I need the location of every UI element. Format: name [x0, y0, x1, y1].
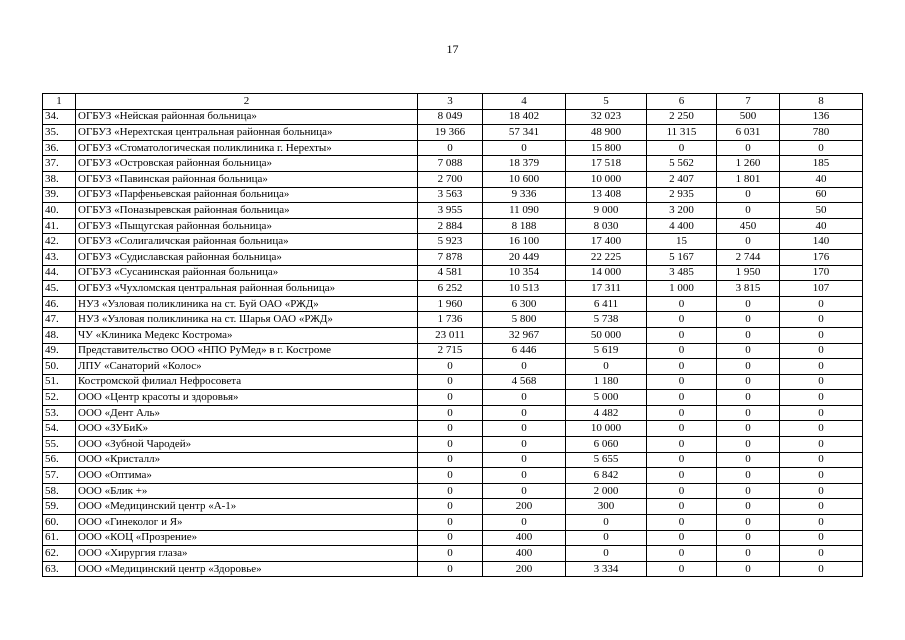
row-number-cell: 59.	[43, 499, 76, 515]
value-col-7-cell: 0	[717, 561, 780, 577]
value-col-5-cell: 32 023	[566, 109, 647, 125]
value-col-5-cell: 5 619	[566, 343, 647, 359]
organization-name-cell: ОГБУЗ «Поназыревская районная больница»	[76, 203, 418, 219]
column-header-3: 3	[418, 94, 483, 110]
column-header-2: 2	[76, 94, 418, 110]
value-col-5-cell: 17 518	[566, 156, 647, 172]
value-col-6-cell: 0	[647, 546, 717, 562]
value-col-5-cell: 3 334	[566, 561, 647, 577]
value-col-4-cell: 10 354	[483, 265, 566, 281]
value-col-3-cell: 0	[418, 374, 483, 390]
organization-name-cell: ООО «Медицинский центр «А-1»	[76, 499, 418, 515]
value-col-6-cell: 15	[647, 234, 717, 250]
value-col-8-cell: 0	[780, 483, 863, 499]
value-col-8-cell: 185	[780, 156, 863, 172]
organization-name-cell: ООО «Хирургия глаза»	[76, 546, 418, 562]
value-col-7-cell: 0	[717, 530, 780, 546]
value-col-5-cell: 6 842	[566, 468, 647, 484]
value-col-6-cell: 3 485	[647, 265, 717, 281]
table-row	[43, 390, 863, 406]
value-col-7-cell: 0	[717, 343, 780, 359]
value-col-8-cell: 0	[780, 327, 863, 343]
value-col-6-cell: 0	[647, 390, 717, 406]
value-col-5-cell: 5 655	[566, 452, 647, 468]
value-col-7-cell: 1 950	[717, 265, 780, 281]
value-col-7-cell: 0	[717, 140, 780, 156]
value-col-6-cell: 0	[647, 374, 717, 390]
value-col-4-cell: 57 341	[483, 125, 566, 141]
table-row	[43, 483, 863, 499]
row-number-cell: 63.	[43, 561, 76, 577]
value-col-7-cell: 0	[717, 296, 780, 312]
organization-name-cell: ОГБУЗ «Нерехтская центральная районная больница»	[76, 125, 418, 141]
table-row	[43, 437, 863, 453]
row-number-cell: 54.	[43, 421, 76, 437]
value-col-7-cell: 1 801	[717, 171, 780, 187]
value-col-8-cell: 0	[780, 530, 863, 546]
value-col-6-cell: 2 250	[647, 109, 717, 125]
column-header-row	[43, 94, 863, 110]
table-row	[43, 203, 863, 219]
value-col-7-cell: 0	[717, 374, 780, 390]
value-col-7-cell: 0	[717, 452, 780, 468]
value-col-4-cell: 6 300	[483, 296, 566, 312]
table-row	[43, 109, 863, 125]
row-number-cell: 44.	[43, 265, 76, 281]
value-col-8-cell: 0	[780, 359, 863, 375]
value-col-6-cell: 0	[647, 421, 717, 437]
value-col-3-cell: 1 960	[418, 296, 483, 312]
value-col-8-cell: 50	[780, 203, 863, 219]
value-col-6-cell: 1 000	[647, 281, 717, 297]
table-row	[43, 140, 863, 156]
table-row	[43, 281, 863, 297]
value-col-8-cell: 0	[780, 312, 863, 328]
row-number-cell: 62.	[43, 546, 76, 562]
table-row	[43, 452, 863, 468]
value-col-4-cell: 0	[483, 468, 566, 484]
value-col-3-cell: 0	[418, 546, 483, 562]
value-col-5-cell: 0	[566, 530, 647, 546]
value-col-5-cell: 0	[566, 359, 647, 375]
value-col-8-cell: 0	[780, 437, 863, 453]
value-col-5-cell: 300	[566, 499, 647, 515]
row-number-cell: 50.	[43, 359, 76, 375]
row-number-cell: 60.	[43, 515, 76, 531]
value-col-5-cell: 22 225	[566, 249, 647, 265]
value-col-8-cell: 780	[780, 125, 863, 141]
table-row	[43, 561, 863, 577]
table-row	[43, 156, 863, 172]
value-col-7-cell: 0	[717, 405, 780, 421]
value-col-3-cell: 5 923	[418, 234, 483, 250]
row-number-cell: 36.	[43, 140, 76, 156]
value-col-5-cell: 13 408	[566, 187, 647, 203]
value-col-3-cell: 2 715	[418, 343, 483, 359]
value-col-7-cell: 0	[717, 421, 780, 437]
value-col-4-cell: 9 336	[483, 187, 566, 203]
organization-name-cell: Костромской филиал Нефросовета	[76, 374, 418, 390]
row-number-cell: 41.	[43, 218, 76, 234]
table-row	[43, 125, 863, 141]
row-number-cell: 52.	[43, 390, 76, 406]
organization-name-cell: ОГБУЗ «Парфеньевская районная больница»	[76, 187, 418, 203]
table-row	[43, 218, 863, 234]
organization-name-cell: ОГБУЗ «Нейская районная больница»	[76, 109, 418, 125]
row-number-cell: 47.	[43, 312, 76, 328]
value-col-7-cell: 0	[717, 203, 780, 219]
row-number-cell: 55.	[43, 437, 76, 453]
table-row	[43, 421, 863, 437]
value-col-4-cell: 0	[483, 140, 566, 156]
value-col-4-cell: 4 568	[483, 374, 566, 390]
value-col-5-cell: 2 000	[566, 483, 647, 499]
organization-name-cell: ОГБУЗ «Солигаличская районная больница»	[76, 234, 418, 250]
organization-name-cell: ОГБУЗ «Судиславская районная больница»	[76, 249, 418, 265]
table-row	[43, 374, 863, 390]
value-col-8-cell: 0	[780, 515, 863, 531]
value-col-4-cell: 8 188	[483, 218, 566, 234]
value-col-3-cell: 0	[418, 561, 483, 577]
value-col-6-cell: 0	[647, 343, 717, 359]
value-col-3-cell: 0	[418, 421, 483, 437]
value-col-8-cell: 176	[780, 249, 863, 265]
value-col-7-cell: 0	[717, 312, 780, 328]
organization-name-cell: ОГБУЗ «Пыщугская районная больница»	[76, 218, 418, 234]
value-col-8-cell: 0	[780, 468, 863, 484]
value-col-5-cell: 0	[566, 515, 647, 531]
table-row	[43, 359, 863, 375]
value-col-5-cell: 17 311	[566, 281, 647, 297]
value-col-3-cell: 0	[418, 499, 483, 515]
table-row	[43, 546, 863, 562]
value-col-5-cell: 10 000	[566, 421, 647, 437]
organization-name-cell: ООО «Блик +»	[76, 483, 418, 499]
value-col-7-cell: 3 815	[717, 281, 780, 297]
value-col-7-cell: 0	[717, 546, 780, 562]
organization-name-cell: НУЗ «Узловая поликлиника на ст. Буй ОАО «РЖД»	[76, 296, 418, 312]
value-col-8-cell: 0	[780, 561, 863, 577]
value-col-4-cell: 5 800	[483, 312, 566, 328]
value-col-7-cell: 0	[717, 437, 780, 453]
value-col-4-cell: 18 379	[483, 156, 566, 172]
value-col-8-cell: 0	[780, 390, 863, 406]
value-col-5-cell: 15 800	[566, 140, 647, 156]
value-col-8-cell: 0	[780, 296, 863, 312]
value-col-7-cell: 0	[717, 187, 780, 203]
organization-name-cell: ЛПУ «Санаторий «Колос»	[76, 359, 418, 375]
value-col-8-cell: 0	[780, 452, 863, 468]
value-col-7-cell: 0	[717, 234, 780, 250]
value-col-3-cell: 0	[418, 515, 483, 531]
organization-name-cell: ОГБУЗ «Чухломская центральная районная больница»	[76, 281, 418, 297]
value-col-3-cell: 7 088	[418, 156, 483, 172]
value-col-6-cell: 0	[647, 359, 717, 375]
value-col-6-cell: 0	[647, 468, 717, 484]
value-col-5-cell: 14 000	[566, 265, 647, 281]
value-col-3-cell: 7 878	[418, 249, 483, 265]
table-row	[43, 234, 863, 250]
value-col-6-cell: 4 400	[647, 218, 717, 234]
row-number-cell: 57.	[43, 468, 76, 484]
table-row	[43, 265, 863, 281]
value-col-3-cell: 0	[418, 140, 483, 156]
value-col-6-cell: 0	[647, 437, 717, 453]
value-col-3-cell: 0	[418, 452, 483, 468]
value-col-3-cell: 0	[418, 359, 483, 375]
row-number-cell: 48.	[43, 327, 76, 343]
value-col-3-cell: 1 736	[418, 312, 483, 328]
organization-name-cell: ООО «Гинеколог и Я»	[76, 515, 418, 531]
value-col-4-cell: 10 600	[483, 171, 566, 187]
row-number-cell: 53.	[43, 405, 76, 421]
row-number-cell: 45.	[43, 281, 76, 297]
value-col-8-cell: 0	[780, 405, 863, 421]
value-col-6-cell: 11 315	[647, 125, 717, 141]
organization-name-cell: ООО «Оптима»	[76, 468, 418, 484]
organization-name-cell: ООО «Зубной Чародей»	[76, 437, 418, 453]
table-row	[43, 530, 863, 546]
value-col-5-cell: 6 411	[566, 296, 647, 312]
organization-name-cell: ООО «Медицинский центр «Здоровье»	[76, 561, 418, 577]
table-row	[43, 468, 863, 484]
value-col-4-cell: 0	[483, 483, 566, 499]
value-col-3-cell: 0	[418, 390, 483, 406]
value-col-4-cell: 0	[483, 359, 566, 375]
value-col-3-cell: 19 366	[418, 125, 483, 141]
row-number-cell: 38.	[43, 171, 76, 187]
table-body	[43, 94, 863, 577]
value-col-8-cell: 170	[780, 265, 863, 281]
value-col-4-cell: 20 449	[483, 249, 566, 265]
value-col-7-cell: 2 744	[717, 249, 780, 265]
value-col-3-cell: 0	[418, 405, 483, 421]
value-col-7-cell: 0	[717, 515, 780, 531]
organization-name-cell: ООО «Центр красоты и здоровья»	[76, 390, 418, 406]
organization-name-cell: ОГБУЗ «Сусанинская районная больница»	[76, 265, 418, 281]
value-col-5-cell: 50 000	[566, 327, 647, 343]
organization-name-cell: ООО «Кристалл»	[76, 452, 418, 468]
value-col-4-cell: 6 446	[483, 343, 566, 359]
table-row	[43, 171, 863, 187]
value-col-7-cell: 0	[717, 499, 780, 515]
column-header-8: 8	[780, 94, 863, 110]
value-col-7-cell: 500	[717, 109, 780, 125]
value-col-4-cell: 0	[483, 515, 566, 531]
value-col-6-cell: 0	[647, 296, 717, 312]
table-row	[43, 405, 863, 421]
value-col-5-cell: 9 000	[566, 203, 647, 219]
value-col-7-cell: 0	[717, 327, 780, 343]
value-col-3-cell: 0	[418, 483, 483, 499]
value-col-8-cell: 107	[780, 281, 863, 297]
organization-name-cell: ООО «Дент Аль»	[76, 405, 418, 421]
organization-name-cell: ОГБУЗ «Павинская районная больница»	[76, 171, 418, 187]
row-number-cell: 46.	[43, 296, 76, 312]
value-col-3-cell: 6 252	[418, 281, 483, 297]
value-col-6-cell: 0	[647, 327, 717, 343]
organization-name-cell: Представительство ООО «НПО РуМед» в г. Костроме	[76, 343, 418, 359]
value-col-8-cell: 0	[780, 499, 863, 515]
value-col-5-cell: 10 000	[566, 171, 647, 187]
value-col-8-cell: 0	[780, 421, 863, 437]
value-col-3-cell: 0	[418, 468, 483, 484]
value-col-6-cell: 0	[647, 452, 717, 468]
value-col-4-cell: 0	[483, 405, 566, 421]
value-col-3-cell: 23 011	[418, 327, 483, 343]
row-number-cell: 49.	[43, 343, 76, 359]
row-number-cell: 51.	[43, 374, 76, 390]
value-col-5-cell: 6 060	[566, 437, 647, 453]
value-col-4-cell: 0	[483, 452, 566, 468]
value-col-3-cell: 8 049	[418, 109, 483, 125]
value-col-4-cell: 11 090	[483, 203, 566, 219]
value-col-6-cell: 0	[647, 499, 717, 515]
value-col-7-cell: 0	[717, 468, 780, 484]
table-row	[43, 187, 863, 203]
value-col-4-cell: 0	[483, 421, 566, 437]
column-header-7: 7	[717, 94, 780, 110]
value-col-7-cell: 0	[717, 483, 780, 499]
value-col-5-cell: 48 900	[566, 125, 647, 141]
value-col-4-cell: 0	[483, 390, 566, 406]
organization-name-cell: ЧУ «Клиника Медекс Кострома»	[76, 327, 418, 343]
column-header-1: 1	[43, 94, 76, 110]
value-col-7-cell: 1 260	[717, 156, 780, 172]
organization-name-cell: НУЗ «Узловая поликлиника на ст. Шарья ОАО «РЖД»	[76, 312, 418, 328]
value-col-4-cell: 400	[483, 546, 566, 562]
column-header-6: 6	[647, 94, 717, 110]
value-col-6-cell: 0	[647, 515, 717, 531]
value-col-8-cell: 60	[780, 187, 863, 203]
row-number-cell: 39.	[43, 187, 76, 203]
row-number-cell: 37.	[43, 156, 76, 172]
value-col-8-cell: 136	[780, 109, 863, 125]
row-number-cell: 43.	[43, 249, 76, 265]
value-col-8-cell: 40	[780, 218, 863, 234]
row-number-cell: 61.	[43, 530, 76, 546]
row-number-cell: 35.	[43, 125, 76, 141]
value-col-6-cell: 2 935	[647, 187, 717, 203]
value-col-8-cell: 0	[780, 374, 863, 390]
value-col-4-cell: 200	[483, 499, 566, 515]
value-col-5-cell: 5 738	[566, 312, 647, 328]
organization-name-cell: ОГБУЗ «Островская районная больница»	[76, 156, 418, 172]
value-col-3-cell: 3 955	[418, 203, 483, 219]
value-col-6-cell: 0	[647, 561, 717, 577]
value-col-7-cell: 6 031	[717, 125, 780, 141]
value-col-8-cell: 0	[780, 140, 863, 156]
row-number-cell: 58.	[43, 483, 76, 499]
value-col-8-cell: 40	[780, 171, 863, 187]
value-col-7-cell: 450	[717, 218, 780, 234]
value-col-6-cell: 0	[647, 405, 717, 421]
column-header-5: 5	[566, 94, 647, 110]
row-number-cell: 56.	[43, 452, 76, 468]
value-col-6-cell: 5 167	[647, 249, 717, 265]
value-col-5-cell: 4 482	[566, 405, 647, 421]
value-col-5-cell: 8 030	[566, 218, 647, 234]
table-row	[43, 249, 863, 265]
value-col-4-cell: 32 967	[483, 327, 566, 343]
value-col-7-cell: 0	[717, 390, 780, 406]
table-row	[43, 296, 863, 312]
value-col-6-cell: 3 200	[647, 203, 717, 219]
row-number-cell: 40.	[43, 203, 76, 219]
value-col-4-cell: 16 100	[483, 234, 566, 250]
value-col-4-cell: 18 402	[483, 109, 566, 125]
value-col-5-cell: 5 000	[566, 390, 647, 406]
value-col-3-cell: 0	[418, 437, 483, 453]
value-col-7-cell: 0	[717, 359, 780, 375]
value-col-8-cell: 0	[780, 546, 863, 562]
value-col-6-cell: 0	[647, 312, 717, 328]
value-col-8-cell: 0	[780, 343, 863, 359]
table-row	[43, 312, 863, 328]
table-row	[43, 499, 863, 515]
value-col-4-cell: 200	[483, 561, 566, 577]
value-col-8-cell: 140	[780, 234, 863, 250]
table-row	[43, 515, 863, 531]
value-col-6-cell: 0	[647, 530, 717, 546]
page-number: 17	[446, 42, 459, 56]
row-number-cell: 34.	[43, 109, 76, 125]
table-row	[43, 343, 863, 359]
value-col-3-cell: 2 884	[418, 218, 483, 234]
organization-name-cell: ООО «КОЦ «Прозрение»	[76, 530, 418, 546]
value-col-4-cell: 0	[483, 437, 566, 453]
value-col-6-cell: 5 562	[647, 156, 717, 172]
data-table	[42, 93, 863, 577]
value-col-3-cell: 4 581	[418, 265, 483, 281]
value-col-3-cell: 0	[418, 530, 483, 546]
value-col-6-cell: 0	[647, 483, 717, 499]
value-col-4-cell: 400	[483, 530, 566, 546]
value-col-3-cell: 2 700	[418, 171, 483, 187]
column-header-4: 4	[483, 94, 566, 110]
value-col-5-cell: 0	[566, 546, 647, 562]
table-row	[43, 327, 863, 343]
value-col-5-cell: 17 400	[566, 234, 647, 250]
value-col-6-cell: 2 407	[647, 171, 717, 187]
value-col-6-cell: 0	[647, 140, 717, 156]
row-number-cell: 42.	[43, 234, 76, 250]
organization-name-cell: ОГБУЗ «Стоматологическая поликлиника г. Нерехты»	[76, 140, 418, 156]
value-col-3-cell: 3 563	[418, 187, 483, 203]
organization-name-cell: ООО «ЗУБиК»	[76, 421, 418, 437]
value-col-5-cell: 1 180	[566, 374, 647, 390]
value-col-4-cell: 10 513	[483, 281, 566, 297]
